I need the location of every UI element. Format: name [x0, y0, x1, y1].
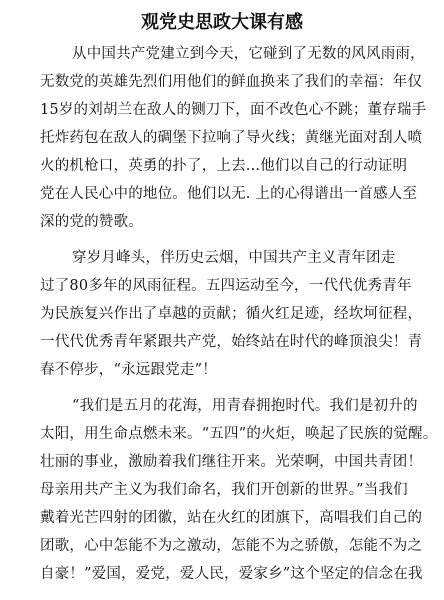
text-line: 一代代优秀青年紧跟共产党，始终站在时代的峰顶浪尖！青: [40, 334, 423, 350]
text-line: 托炸药包在敌人的碉堡下拉响了导火线；黄继光面对刮人喷: [40, 130, 423, 146]
text-line: “我们是五月的花海，用青春拥抱时代。我们是初升的: [72, 398, 418, 414]
text-line: 从中国共产党建立到今天，它碰到了无数的风风雨雨，: [72, 46, 425, 62]
text-line: 自豪！”爱国，爱党，爱人民，爱家乡”这个坚定的信念在我: [40, 566, 423, 582]
text-line: 党在人民心中的地位。他们以无. 上的心得谱出一首感人至: [40, 186, 418, 202]
text-line: 深的党的赞歌。: [40, 214, 143, 230]
text-line: 戴着光芒四射的团徽，站在火红的团旗下，高唱我们自己的: [40, 510, 423, 526]
text-line: 为民族复兴作出了卓越的贡献；循火红足迹，经坎坷征程，: [40, 306, 423, 322]
text-line: 15岁的刘胡兰在敌人的铡刀下，面不改色心不跳；董存瑞手: [40, 102, 427, 118]
text-line: 壮丽的事业，激励着我们继往开来。光荣啊，中国共青团！: [40, 454, 423, 470]
text-line: 火的机枪口，英勇的扑了，上去...他们以自己的行动证明: [40, 158, 408, 174]
text-line: 太阳，用生命点燃未来。“五四”的火炬，唤起了民族的觉醒。: [40, 426, 438, 442]
text-line: 团歌，心中怎能不为之激动，怎能不为之骄傲，怎能不为之: [40, 538, 423, 554]
document-title: 观党史思政大课有感: [141, 12, 303, 33]
text-line: 过了80多年的风雨征程。五四运动至今，一代代优秀青年: [40, 278, 412, 294]
text-line: 母亲用共产主义为我们命名，我们开创新的世界。”当我们: [40, 482, 408, 498]
text-line: 无数党的英雄先烈们用他们的鲜血换来了我们的幸福：年仅: [40, 74, 423, 90]
text-line: 穿岁月峰头，伴历史云烟，中国共产主义青年团走: [72, 250, 396, 266]
text-line: 春不停步，“永远跟党走”！: [40, 362, 217, 378]
